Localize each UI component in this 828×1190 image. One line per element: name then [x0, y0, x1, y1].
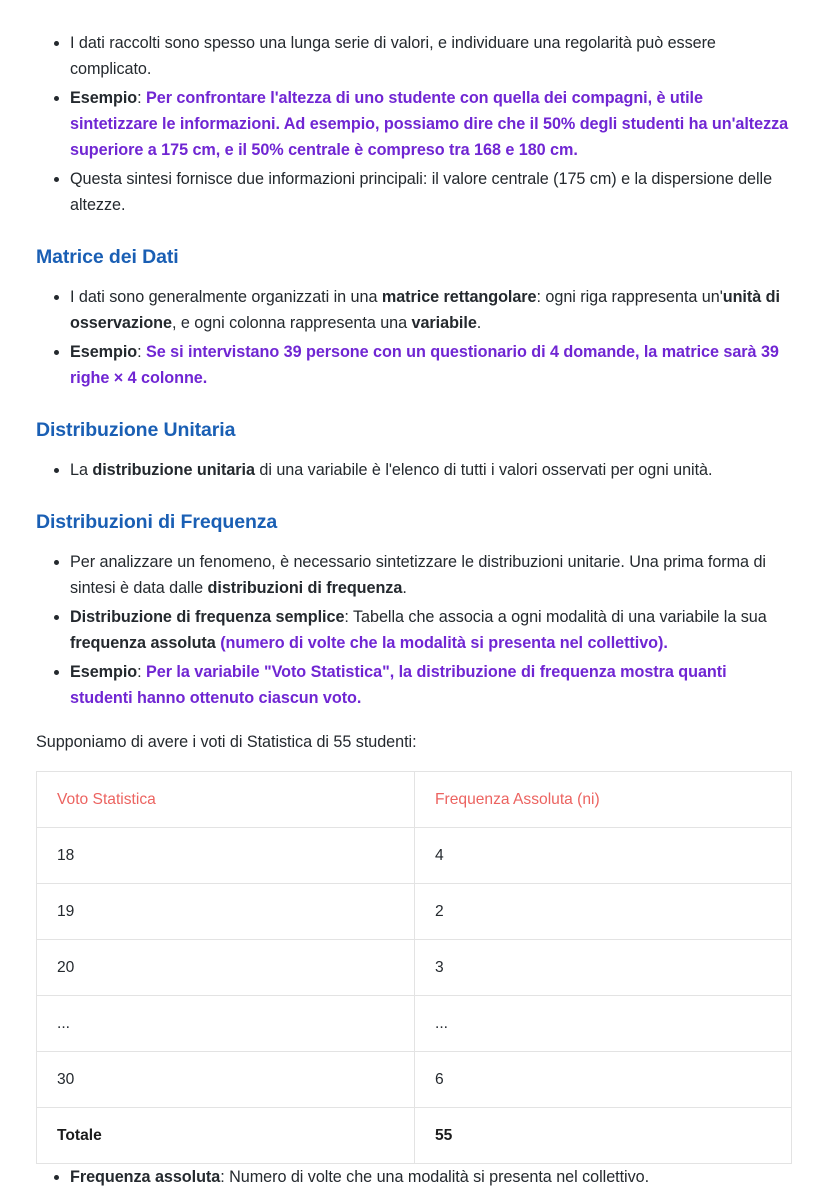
matrice-bullet-list	[36, 284, 792, 391]
plain-text: : ogni riga rappresenta un'	[536, 288, 723, 306]
bullet-distribuzione-unitaria	[36, 457, 792, 483]
section-heading-distribuzioni-di-frequenza: Distribuzioni di Frequenza	[36, 511, 278, 533]
table-intro-paragraph: Supponiamo di avere i voti di Statistica di 55 studenti:	[36, 733, 417, 751]
cell-voto: 19	[37, 884, 415, 940]
plain-text: I dati raccolti sono spesso una lunga serie di valori, e individuare una regolarità può essere complicato.	[70, 34, 716, 78]
bold-text: Esempio	[70, 663, 138, 681]
plain-text: I dati sono generalmente organizzati in una	[70, 288, 382, 306]
bold-text: Esempio	[70, 343, 138, 361]
table-head	[37, 772, 792, 828]
plain-text: Questa sintesi fornisce due informazioni principali: il valore centrale (175 cm) e la dispersione delle altezze.	[70, 170, 773, 214]
cell-voto: 20	[37, 940, 415, 996]
bullet-distribuzione-semplice	[36, 604, 792, 656]
cell-frequenza: 6	[415, 1052, 792, 1108]
bold-text: matrice rettangolare	[381, 288, 537, 306]
column-header-frequenza-assoluta: Frequenza Assoluta (ni)	[415, 772, 792, 828]
cell-frequenza: 4	[415, 828, 792, 884]
table-row	[37, 1052, 792, 1108]
bullet-esempio-matrice	[36, 339, 792, 391]
plain-text: : Tabella che associa a ogni modalità di una variabile la sua	[344, 608, 767, 626]
column-header-voto-statistica: Voto Statistica	[37, 772, 415, 828]
table-body	[37, 828, 792, 1164]
highlight-text: Per confrontare l'altezza di uno studente con quella dei compagni, è utile sintetizzare le informazioni. Ad esempio, possiamo dire che il 50% degli studenti ha un'altezza superiore a 175 cm, e il 50% centrale è compreso tra 168 e 180 cm.	[70, 89, 789, 159]
bold-text: unità di osservazione	[70, 288, 780, 332]
plain-text: :	[137, 663, 147, 681]
cell-frequenza: 3	[415, 940, 792, 996]
bold-text: Esempio	[70, 89, 138, 107]
bullet-analizzare-fenomeno	[36, 549, 792, 601]
table-row	[37, 996, 792, 1052]
bullet-frequenza-assoluta-def	[36, 1164, 792, 1190]
cell-frequenza: 2	[415, 884, 792, 940]
intro-bullet-list	[36, 30, 792, 218]
table-header-row	[37, 772, 792, 828]
highlight-text: Per la variabile "Voto Statistica", la distribuzione di frequenza mostra quanti studenti hanno ottenuto ciascun voto.	[70, 663, 727, 707]
bullet-sintesi-informazioni	[36, 166, 792, 218]
frequency-distribution-table	[36, 771, 792, 1164]
bold-text: Distribuzione di frequenza semplice	[70, 608, 345, 626]
plain-text: La	[70, 461, 93, 479]
section-heading-matrice-dei-dati: Matrice dei Dati	[36, 246, 179, 268]
plain-text: , e ogni colonna rappresenta una	[171, 314, 412, 332]
plain-text: : Numero di volte che una modalità si presenta nel collettivo.	[220, 1168, 650, 1186]
bold-text: distribuzione unitaria	[92, 461, 255, 479]
plain-text: :	[137, 89, 147, 107]
plain-text: .	[402, 579, 407, 597]
bullet-dati-raccolti	[36, 30, 792, 82]
table-row	[37, 884, 792, 940]
cell-voto: 30	[37, 1052, 415, 1108]
plain-text: :	[137, 343, 147, 361]
bold-text: variabile	[411, 314, 477, 332]
table-row-total	[37, 1108, 792, 1164]
section-heading-distribuzione-unitaria: Distribuzione Unitaria	[36, 419, 236, 441]
bold-text: frequenza assoluta	[70, 634, 216, 652]
bullet-esempio-voto-statistica	[36, 659, 792, 711]
cell-voto: Totale	[37, 1108, 415, 1164]
plain-text: di una variabile è l'elenco di tutti i valori osservati per ogni unità.	[254, 461, 713, 479]
cell-frequenza: ...	[415, 996, 792, 1052]
distribuzione-unitaria-bullet-list	[36, 457, 792, 483]
cell-frequenza: 55	[415, 1108, 792, 1164]
plain-text: Per analizzare un fenomeno, è necessario sintetizzare le distribuzioni unitarie. Una prima forma di sintesi è data dalle	[70, 553, 766, 597]
highlight-text: Se si intervistano 39 persone con un questionario di 4 domande, la matrice sarà 39 righe × 4 colonne.	[70, 343, 779, 387]
plain-text: .	[476, 314, 482, 332]
bullet-esempio-altezza	[36, 85, 792, 163]
cell-voto: 18	[37, 828, 415, 884]
cell-voto: ...	[37, 996, 415, 1052]
bold-text: distribuzioni di frequenza	[207, 579, 403, 597]
bold-text: Frequenza assoluta	[70, 1168, 221, 1186]
distribuzioni-frequenza-bullet-list	[36, 549, 792, 711]
table-row	[37, 828, 792, 884]
highlight-text: (numero di volte che la modalità si presenta nel collettivo).	[220, 634, 668, 652]
table-row	[37, 940, 792, 996]
closing-bullet-list	[36, 1164, 792, 1190]
bullet-matrice-rettangolare	[36, 284, 792, 336]
